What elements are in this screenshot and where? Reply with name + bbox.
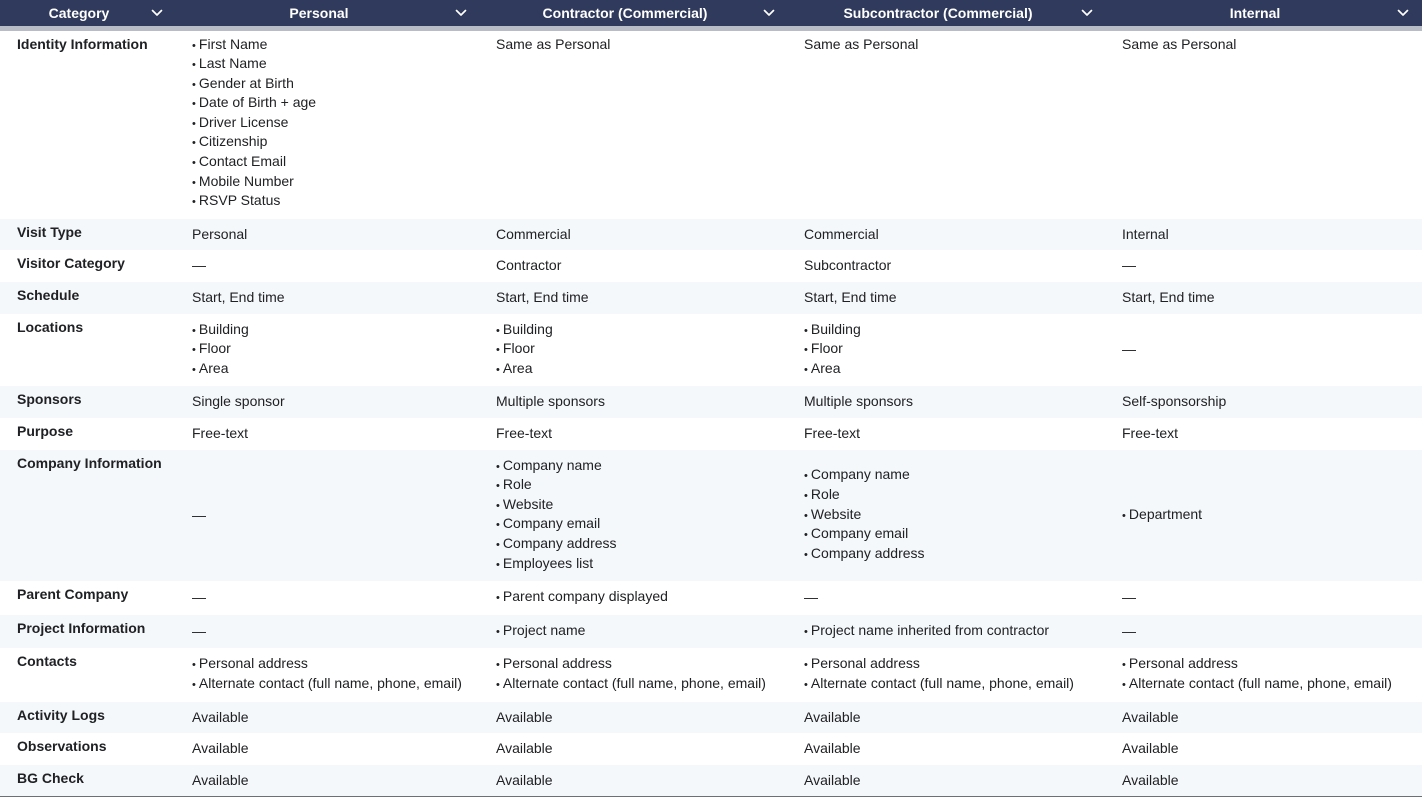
- table-cell-internal: [1106, 733, 1422, 765]
- cell-text: Contractor: [496, 257, 562, 274]
- list-item: [804, 321, 1090, 341]
- list-item: [804, 545, 1090, 565]
- cell-text: Start, End time: [1122, 289, 1215, 306]
- table-cell-personal: [176, 450, 480, 582]
- table-cell-subcontractor: [788, 615, 1106, 649]
- list-item: [192, 340, 464, 360]
- list-item-text: Company name: [810, 466, 910, 483]
- list-item-text: Personal address: [810, 655, 920, 672]
- table-row: [0, 28, 1422, 219]
- table-cell-contractor: [480, 250, 788, 282]
- table-header: [0, 0, 1422, 28]
- list-item-text: Mobile Number: [198, 172, 294, 189]
- row-category-cell: [0, 282, 176, 314]
- cell-text: Start, End time: [496, 289, 589, 306]
- cell-text: Start, End time: [804, 289, 897, 306]
- row-category-label: Activity Logs: [17, 706, 105, 723]
- table-cell-contractor: [480, 386, 788, 418]
- list-item: [804, 622, 1090, 642]
- list-item: [192, 114, 464, 134]
- cell-text: Available: [1122, 740, 1179, 757]
- row-category-cell: [0, 581, 176, 615]
- column-header-contractor[interactable]: [480, 0, 788, 28]
- cell-text: Available: [804, 708, 861, 725]
- list-item: [192, 360, 464, 380]
- list-item: [804, 525, 1090, 545]
- table-row: [0, 615, 1422, 649]
- list-item-text: Floor: [198, 340, 231, 357]
- table-cell-subcontractor: [788, 219, 1106, 251]
- table-cell-subcontractor: [788, 28, 1106, 219]
- table-cell-internal: [1106, 581, 1422, 615]
- chevron-down-icon[interactable]: [150, 6, 164, 20]
- bullet-list: [496, 321, 772, 380]
- table-cell-personal: [176, 765, 480, 797]
- column-header-label: Subcontractor (Commercial): [843, 4, 1033, 21]
- list-item: [496, 675, 772, 695]
- list-item: [192, 192, 464, 212]
- table-cell-internal: [1106, 615, 1422, 649]
- cell-text: Free-text: [804, 425, 861, 441]
- list-item-text: Personal address: [1128, 655, 1238, 672]
- table-cell-internal: [1106, 386, 1422, 418]
- table-row: [0, 282, 1422, 314]
- list-item-text: First Name: [198, 35, 268, 52]
- cell-text: Available: [496, 708, 553, 725]
- list-item-text: Personal address: [502, 655, 612, 672]
- list-item: [1122, 655, 1406, 675]
- column-header-internal[interactable]: [1106, 0, 1422, 28]
- bullet-list: [804, 622, 1090, 642]
- row-category-label: BG Check: [17, 769, 84, 786]
- list-item-text: Alternate contact (full name, phone, email): [810, 674, 1074, 691]
- list-item: [496, 321, 772, 341]
- table-cell-internal: [1106, 314, 1422, 387]
- table-cell-internal: [1106, 450, 1422, 582]
- chevron-down-icon[interactable]: [762, 6, 776, 20]
- cell-text: Available: [192, 771, 249, 788]
- table-cell-personal: [176, 386, 480, 418]
- list-item: [192, 153, 464, 173]
- list-item: [496, 515, 772, 535]
- list-item: [496, 340, 772, 360]
- cell-text: Self-sponsorship: [1122, 393, 1227, 410]
- list-item-text: Area: [198, 359, 229, 376]
- row-category-label: Purpose: [17, 423, 74, 439]
- cell-text: Available: [192, 740, 249, 757]
- table-cell-contractor: [480, 219, 788, 251]
- table-row: [0, 765, 1422, 797]
- row-category-label: Visit Type: [17, 223, 82, 240]
- bullet-list: [804, 655, 1090, 694]
- table-cell-personal: [176, 418, 480, 450]
- list-item-text: Company address: [810, 544, 925, 561]
- table-cell-internal: [1106, 28, 1422, 219]
- list-item: [192, 133, 464, 153]
- list-item-text: Alternate contact (full name, phone, email): [502, 674, 766, 691]
- table-cell-personal: [176, 702, 480, 734]
- table-row: [0, 450, 1422, 582]
- list-item: [496, 496, 772, 516]
- bullet-list: [496, 655, 772, 694]
- table-cell-subcontractor: [788, 702, 1106, 734]
- list-item-text: Personal address: [198, 655, 308, 672]
- chevron-down-icon[interactable]: [1396, 6, 1410, 20]
- row-category-label: Schedule: [17, 287, 80, 304]
- bullet-list: [1122, 506, 1406, 526]
- list-item: [496, 622, 772, 642]
- list-item: [804, 466, 1090, 486]
- column-header-category[interactable]: [0, 0, 176, 28]
- row-category-label: Sponsors: [17, 391, 82, 408]
- table-cell-subcontractor: [788, 250, 1106, 282]
- list-item-text: Building: [810, 320, 861, 337]
- list-item-text: Alternate contact (full name, phone, email): [1128, 674, 1392, 691]
- row-category-cell: [0, 450, 176, 582]
- table-cell-personal: [176, 581, 480, 615]
- cell-text: Commercial: [496, 225, 571, 242]
- list-item: [804, 486, 1090, 506]
- list-item: [804, 340, 1090, 360]
- list-item: [496, 655, 772, 675]
- table-cell-internal: [1106, 282, 1422, 314]
- list-item-text: Employees list: [502, 554, 594, 571]
- cell-text: —: [192, 506, 206, 523]
- cell-text: —: [1122, 622, 1136, 639]
- row-category-label: Project Information: [17, 619, 146, 636]
- row-category-cell: [0, 418, 176, 450]
- table-cell-subcontractor: [788, 418, 1106, 450]
- list-item-text: Contact Email: [198, 153, 287, 170]
- list-item-text: Company address: [502, 534, 617, 551]
- table-cell-contractor: [480, 648, 788, 701]
- cell-text: Multiple sponsors: [496, 393, 605, 410]
- bullet-list: [804, 321, 1090, 380]
- chevron-down-icon[interactable]: [454, 6, 468, 20]
- table-cell-personal: [176, 615, 480, 649]
- column-header-label: Internal: [1229, 4, 1281, 21]
- table-row: [0, 418, 1422, 450]
- table-cell-personal: [176, 648, 480, 701]
- row-category-cell: [0, 386, 176, 418]
- table-cell-contractor: [480, 765, 788, 797]
- list-item: [496, 535, 772, 555]
- table-cell-personal: [176, 250, 480, 282]
- table-row: [0, 314, 1422, 387]
- column-header-personal[interactable]: [176, 0, 480, 28]
- table-row: [0, 702, 1422, 734]
- table-row: [0, 733, 1422, 765]
- row-category-cell: [0, 250, 176, 282]
- bullet-list: [192, 655, 464, 694]
- cell-text: Start, End time: [192, 289, 285, 306]
- table-cell-subcontractor: [788, 386, 1106, 418]
- cell-text: Multiple sponsors: [804, 393, 913, 410]
- table-row: [0, 386, 1422, 418]
- list-item: [804, 360, 1090, 380]
- table-cell-subcontractor: [788, 581, 1106, 615]
- list-item: [496, 476, 772, 496]
- table-cell-personal: [176, 733, 480, 765]
- list-item-text: Building: [502, 320, 553, 337]
- row-category-label: Contacts: [17, 653, 77, 670]
- cell-text: Same as Personal: [1122, 35, 1237, 52]
- list-item: [192, 55, 464, 75]
- cell-text: Same as Personal: [804, 35, 919, 52]
- table-cell-contractor: [480, 733, 788, 765]
- cell-text: —: [1122, 341, 1136, 358]
- list-item: [192, 36, 464, 56]
- table-cell-personal: [176, 314, 480, 387]
- table-cell-internal: [1106, 418, 1422, 450]
- table-cell-personal: [176, 282, 480, 314]
- table-row: [0, 648, 1422, 701]
- list-item: [1122, 675, 1406, 695]
- table-cell-contractor: [480, 581, 788, 615]
- list-item-text: Area: [502, 359, 533, 376]
- row-category-cell: [0, 615, 176, 649]
- table-cell-internal: [1106, 250, 1422, 282]
- bullet-list: [496, 588, 772, 608]
- list-item: [804, 675, 1090, 695]
- table-cell-contractor: [480, 418, 788, 450]
- list-item: [1122, 506, 1406, 526]
- row-category-label: Parent Company: [17, 586, 129, 603]
- list-item: [192, 675, 464, 695]
- cell-text: Available: [1122, 771, 1179, 788]
- bullet-list: [1122, 655, 1406, 694]
- list-item-text: RSVP Status: [198, 192, 281, 209]
- row-category-label: Observations: [17, 738, 107, 755]
- table-cell-contractor: [480, 450, 788, 582]
- cell-text: Available: [804, 740, 861, 757]
- cell-text: Personal: [192, 225, 248, 242]
- table-cell-contractor: [480, 314, 788, 387]
- bullet-list: [804, 466, 1090, 564]
- list-item: [496, 588, 772, 608]
- table-cell-internal: [1106, 648, 1422, 701]
- list-item-text: Gender at Birth: [198, 74, 294, 91]
- list-item: [496, 555, 772, 575]
- cell-text: —: [192, 589, 206, 606]
- table-cell-subcontractor: [788, 282, 1106, 314]
- cell-text: Available: [1122, 708, 1179, 725]
- cell-text: Free-text: [192, 425, 249, 441]
- table-cell-internal: [1106, 702, 1422, 734]
- column-header-subcontractor[interactable]: [788, 0, 1106, 28]
- list-item: [192, 173, 464, 193]
- cell-text: Subcontractor: [804, 257, 892, 274]
- list-item: [496, 360, 772, 380]
- bullet-list: [192, 36, 464, 212]
- table-cell-contractor: [480, 28, 788, 219]
- list-item: [192, 75, 464, 95]
- list-item: [496, 457, 772, 477]
- row-category-cell: [0, 648, 176, 701]
- bullet-list: [192, 321, 464, 380]
- list-item-text: Driver License: [198, 113, 289, 130]
- list-item-text: Company name: [502, 456, 602, 473]
- list-item-text: Website: [502, 495, 554, 512]
- list-item: [192, 321, 464, 341]
- table-row: [0, 219, 1422, 251]
- cell-text: Available: [496, 740, 553, 757]
- table-cell-subcontractor: [788, 733, 1106, 765]
- table-cell-personal: [176, 219, 480, 251]
- list-item: [192, 94, 464, 114]
- table-cell-internal: [1106, 765, 1422, 797]
- header-row: [0, 0, 1422, 28]
- cell-text: Same as Personal: [496, 35, 611, 52]
- row-category-cell: [0, 765, 176, 797]
- row-category-cell: [0, 28, 176, 219]
- column-header-label: Category: [48, 4, 110, 21]
- cell-text: —: [192, 257, 206, 274]
- list-item-text: Last Name: [198, 55, 267, 72]
- list-item-text: Floor: [810, 340, 843, 357]
- list-item-text: Company email: [502, 515, 601, 532]
- list-item-text: Building: [198, 320, 249, 337]
- cell-text: —: [804, 589, 818, 606]
- table-cell-subcontractor: [788, 450, 1106, 582]
- list-item-text: Area: [810, 359, 841, 376]
- list-item-text: Department: [1128, 505, 1203, 522]
- cell-text: —: [192, 622, 206, 639]
- table-body: [0, 28, 1422, 797]
- list-item-text: Alternate contact (full name, phone, email): [198, 674, 462, 691]
- list-item-text: Date of Birth + age: [198, 94, 317, 111]
- table-cell-subcontractor: [788, 314, 1106, 387]
- column-header-label: Personal: [289, 4, 349, 21]
- row-category-label: Locations: [17, 318, 84, 335]
- cell-text: Single sponsor: [192, 393, 285, 410]
- table-cell-contractor: [480, 702, 788, 734]
- list-item-text: Citizenship: [198, 133, 268, 150]
- cell-text: —: [1122, 257, 1136, 274]
- table-cell-internal: [1106, 219, 1422, 251]
- row-category-label: Identity Information: [17, 35, 148, 52]
- table-cell-subcontractor: [788, 765, 1106, 797]
- list-item-text: Floor: [502, 340, 535, 357]
- list-item: [804, 655, 1090, 675]
- list-item: [804, 506, 1090, 526]
- row-category-cell: [0, 219, 176, 251]
- cell-text: Available: [804, 771, 861, 788]
- bullet-list: [496, 457, 772, 575]
- column-header-label: Contractor (Commercial): [542, 4, 708, 21]
- list-item-text: Project name inherited from contractor: [810, 621, 1050, 638]
- table-cell-contractor: [480, 282, 788, 314]
- row-category-cell: [0, 314, 176, 387]
- cell-text: Available: [496, 771, 553, 788]
- list-item: [192, 655, 464, 675]
- list-item-text: Project name: [502, 621, 586, 638]
- list-item-text: Role: [810, 485, 840, 502]
- table-row: [0, 250, 1422, 282]
- cell-text: Available: [192, 708, 249, 725]
- table-row: [0, 581, 1422, 615]
- list-item-text: Website: [810, 505, 862, 522]
- cell-text: Commercial: [804, 225, 879, 242]
- row-category-cell: [0, 733, 176, 765]
- cell-text: Free-text: [496, 425, 553, 441]
- row-category-label: Company Information: [17, 454, 162, 471]
- cell-text: —: [1122, 589, 1136, 606]
- list-item-text: Company email: [810, 525, 909, 542]
- chevron-down-icon[interactable]: [1080, 6, 1094, 20]
- cell-text: Free-text: [1122, 425, 1179, 441]
- table-cell-subcontractor: [788, 648, 1106, 701]
- bullet-list: [496, 622, 772, 642]
- row-category-label: Visitor Category: [17, 255, 125, 272]
- table-cell-personal: [176, 28, 480, 219]
- cell-text: Internal: [1122, 225, 1169, 242]
- table-cell-contractor: [480, 615, 788, 649]
- list-item-text: Parent company displayed: [502, 588, 668, 605]
- list-item-text: Role: [502, 476, 532, 493]
- row-category-cell: [0, 702, 176, 734]
